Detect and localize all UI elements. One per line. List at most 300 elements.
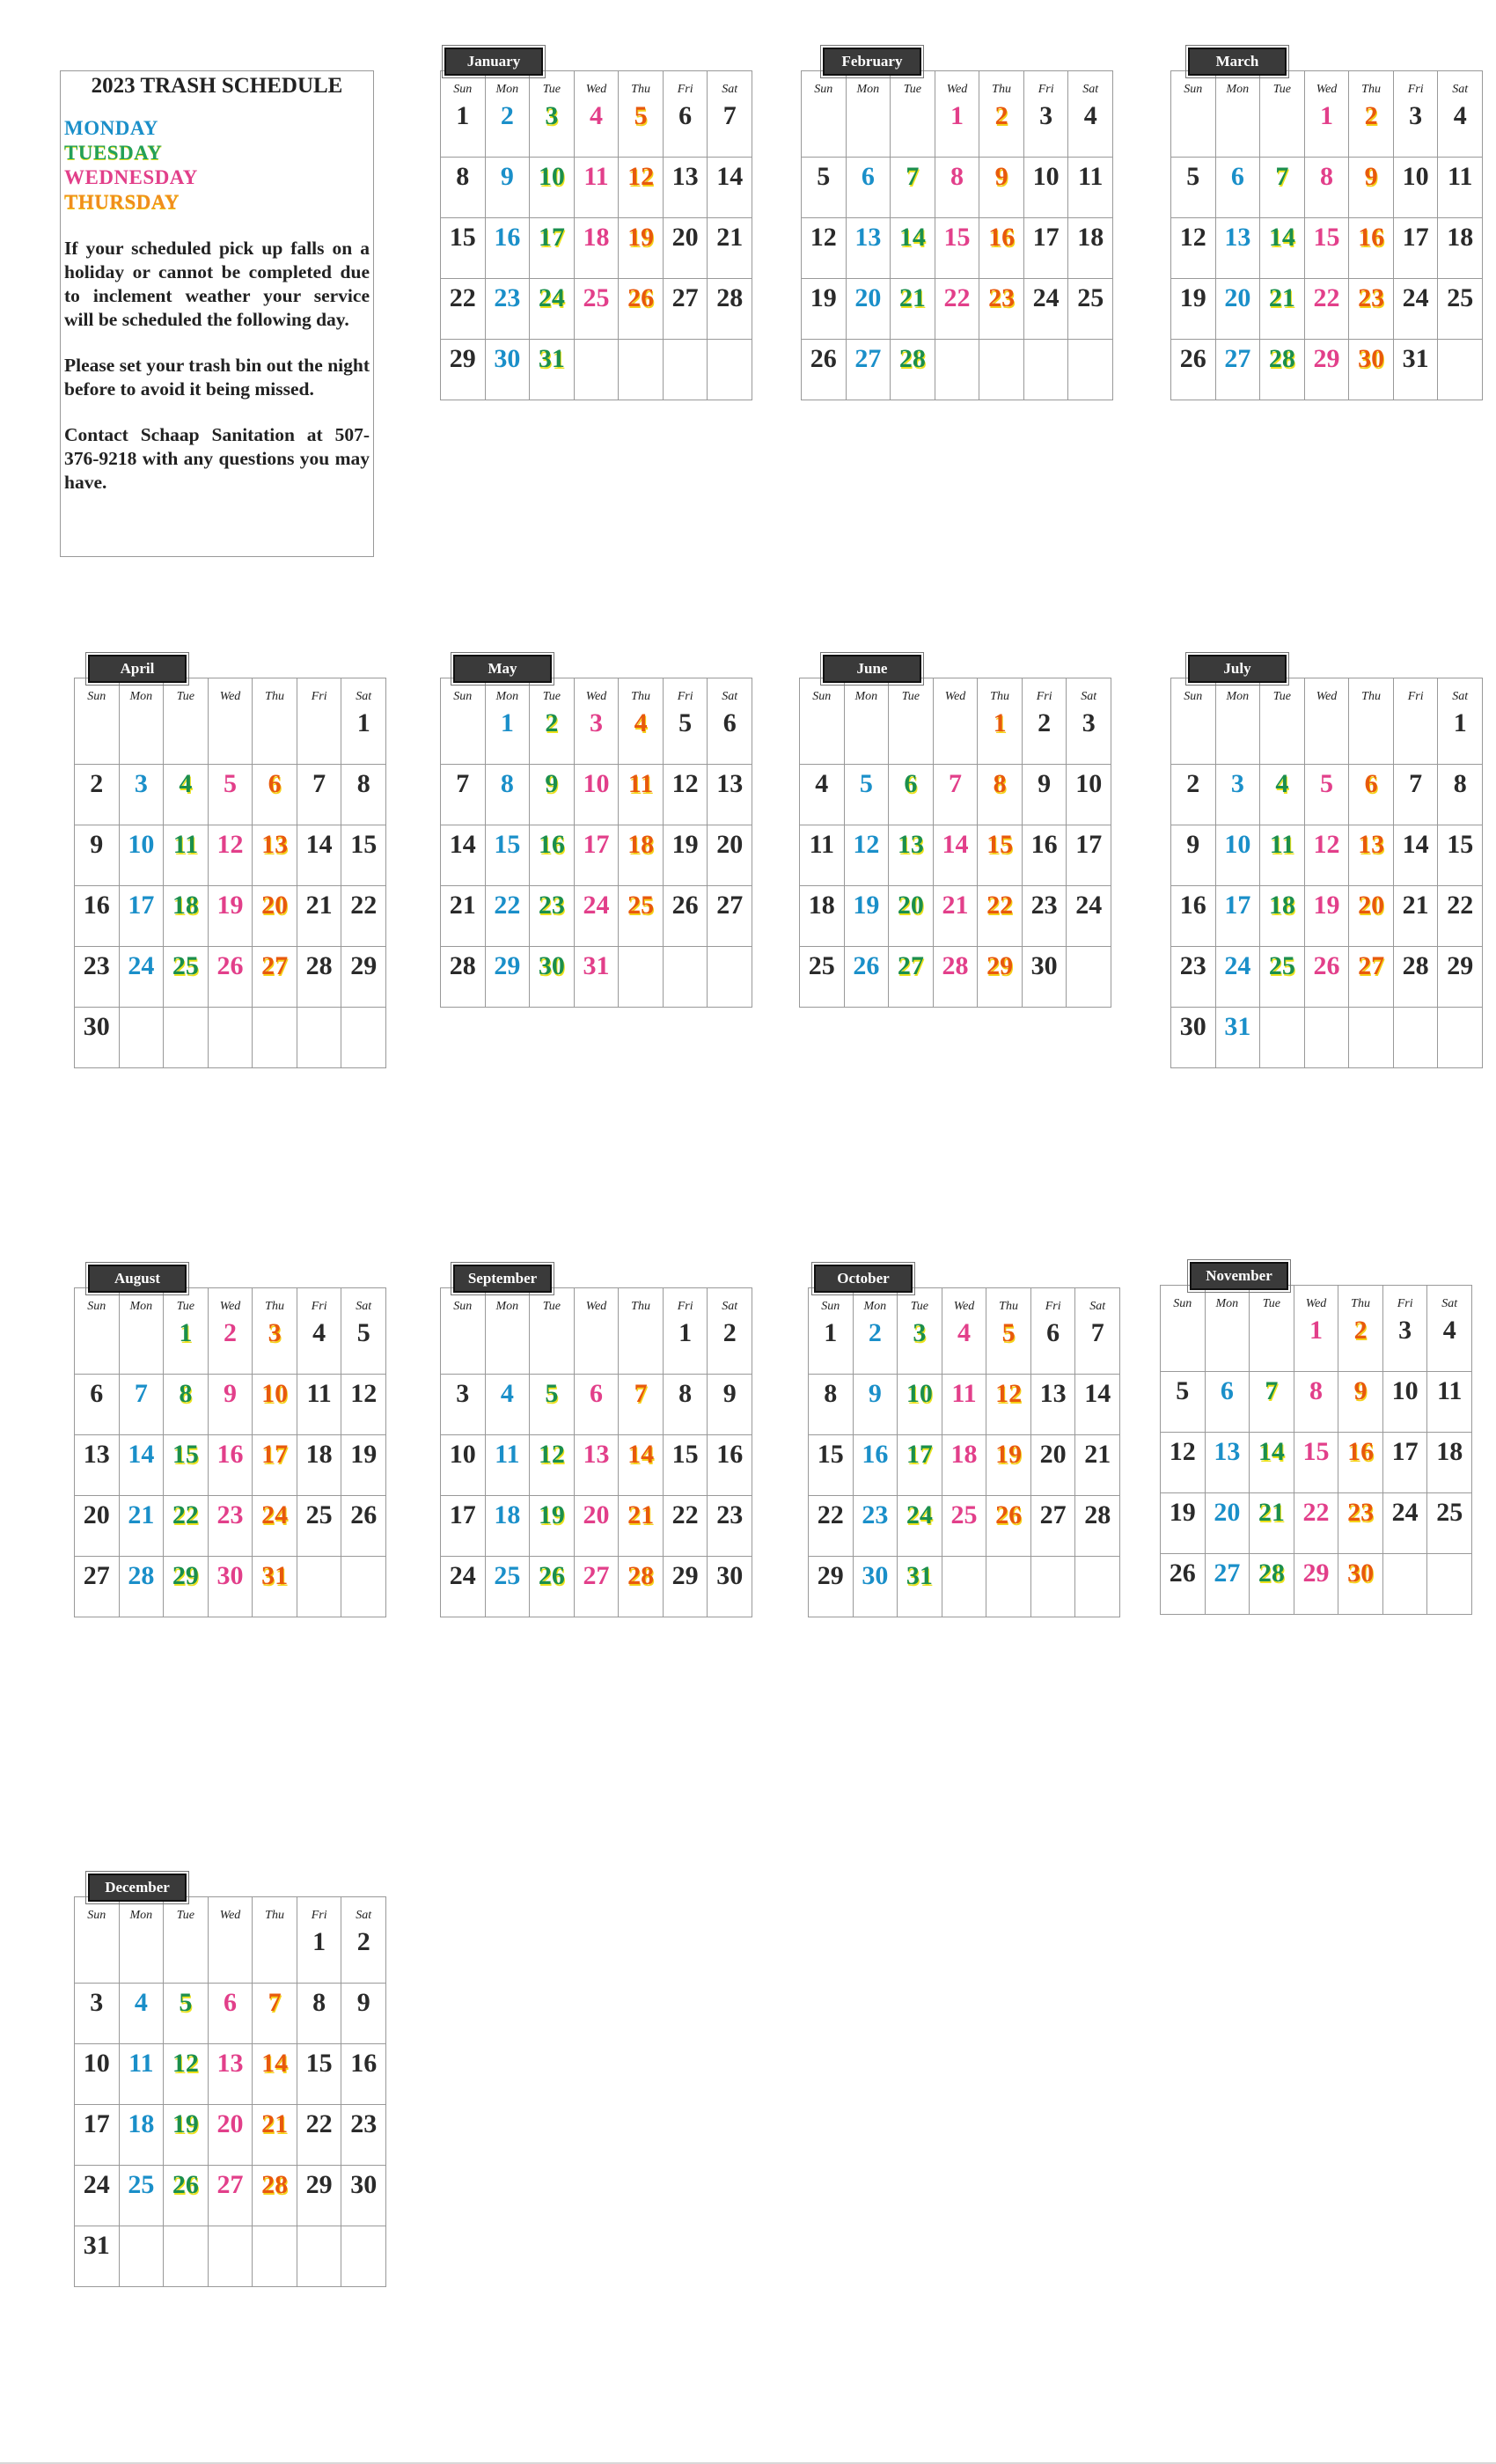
day-cell: 14: [1260, 218, 1305, 279]
empty-cell: [1394, 1008, 1439, 1068]
day-cell: 11: [942, 1375, 987, 1435]
weekday-header: Fri: [297, 1897, 342, 1923]
empty-cell: [1438, 340, 1483, 400]
day-cell: 28: [619, 1557, 664, 1617]
day-cell: 26: [845, 947, 890, 1008]
day-cell: 17: [1024, 218, 1069, 279]
day-cell: 5: [802, 158, 847, 218]
weekday-header: Sun: [802, 71, 847, 97]
month-grid: [801, 70, 1113, 400]
day-cell: 27: [1031, 1496, 1076, 1557]
empty-cell: [297, 2226, 342, 2287]
day-cell: 16: [530, 825, 575, 886]
weekday-header: Mon: [486, 678, 531, 704]
day-cell: 11: [164, 825, 209, 886]
empty-cell: [120, 1314, 165, 1375]
day-cell: 23: [854, 1496, 898, 1557]
day-cell: 11: [575, 158, 620, 218]
day-cell: 20: [75, 1496, 120, 1557]
month-august: [74, 1270, 386, 1617]
day-cell: 24: [1394, 279, 1439, 340]
day-cell: 14: [708, 158, 752, 218]
day-cell: 17: [1216, 886, 1261, 947]
day-cell: 10: [75, 2044, 120, 2105]
empty-cell: [120, 1008, 165, 1068]
weekday-header: Fri: [1383, 1286, 1428, 1311]
empty-cell: [1427, 1554, 1472, 1615]
page-title: 2023 TRASH SCHEDULE: [91, 74, 343, 98]
month-grid: [440, 70, 752, 400]
day-cell: 21: [253, 2105, 297, 2166]
day-cell: 23: [1338, 1493, 1383, 1554]
day-cell: 15: [935, 218, 980, 279]
day-cell: 19: [1161, 1493, 1206, 1554]
month-grid: [1170, 678, 1483, 1068]
day-cell: 30: [209, 1557, 253, 1617]
weekday-header: Wed: [934, 678, 979, 704]
weekday-header: Sat: [708, 678, 752, 704]
day-cell: 11: [619, 765, 664, 825]
day-cell: 13: [847, 218, 891, 279]
weekday-header: Thu: [619, 1288, 664, 1314]
day-cell: 28: [1250, 1554, 1294, 1615]
day-cell: 26: [209, 947, 253, 1008]
weekday-header: Sat: [1067, 678, 1111, 704]
day-cell: 26: [1161, 1554, 1206, 1615]
day-cell: 8: [935, 158, 980, 218]
day-cell: 15: [341, 825, 386, 886]
empty-cell: [664, 947, 708, 1008]
day-cell: 10: [898, 1375, 942, 1435]
month-october: [808, 1270, 1120, 1617]
day-cell: 1: [809, 1314, 854, 1375]
empty-cell: [120, 2226, 165, 2287]
day-cell: 10: [1383, 1372, 1428, 1433]
day-cell: 27: [1206, 1554, 1250, 1615]
day-cell: 9: [75, 825, 120, 886]
day-cell: 24: [75, 2166, 120, 2226]
weekday-header: Thu: [1349, 678, 1394, 704]
weekday-header: Fri: [664, 1288, 708, 1314]
empty-cell: [664, 340, 708, 400]
day-cell: 13: [209, 2044, 253, 2105]
day-cell: 28: [1260, 340, 1305, 400]
weekday-header: Fri: [1394, 678, 1439, 704]
empty-cell: [619, 947, 664, 1008]
empty-cell: [1260, 704, 1305, 765]
weekday-header: Wed: [942, 1288, 987, 1314]
day-cell: 28: [297, 947, 342, 1008]
day-cell: 9: [708, 1375, 752, 1435]
day-cell: 12: [845, 825, 890, 886]
day-cell: 4: [1068, 97, 1113, 158]
day-cell: 25: [120, 2166, 165, 2226]
day-cell: 25: [619, 886, 664, 947]
day-cell: 21: [934, 886, 979, 947]
month-grid: [74, 678, 386, 1068]
day-cell: 28: [441, 947, 486, 1008]
day-cell: 19: [530, 1496, 575, 1557]
day-cell: 28: [934, 947, 979, 1008]
day-cell: 18: [1438, 218, 1483, 279]
day-cell: 20: [1031, 1435, 1076, 1496]
day-cell: 30: [708, 1557, 752, 1617]
weekday-header: Fri: [297, 678, 342, 704]
empty-cell: [575, 1314, 620, 1375]
day-cell: 1: [664, 1314, 708, 1375]
day-cell: 20: [889, 886, 934, 947]
weekday-header: Sun: [75, 1288, 120, 1314]
day-cell: 3: [120, 765, 165, 825]
month-grid: [74, 1287, 386, 1617]
weekday-header: Sun: [809, 1288, 854, 1314]
day-cell: 6: [575, 1375, 620, 1435]
day-cell: 5: [341, 1314, 386, 1375]
empty-cell: [120, 1923, 165, 1984]
day-cell: 5: [164, 1984, 209, 2044]
weekday-header: Wed: [575, 678, 620, 704]
day-cell: 25: [575, 279, 620, 340]
day-cell: 21: [1260, 279, 1305, 340]
weekday-header: Fri: [1394, 71, 1439, 97]
day-cell: 17: [441, 1496, 486, 1557]
weekday-header: Sun: [441, 678, 486, 704]
day-cell: 28: [1394, 947, 1439, 1008]
bin-notice: Please set your trash bin out the night before to avoid it being missed.: [64, 355, 370, 400]
day-cell: 10: [120, 825, 165, 886]
day-cell: 25: [1260, 947, 1305, 1008]
weekday-header: Tue: [1260, 678, 1305, 704]
weekday-header: Thu: [253, 678, 297, 704]
weekday-header: Thu: [986, 1288, 1031, 1314]
day-cell: 30: [341, 2166, 386, 2226]
day-cell: 14: [891, 218, 935, 279]
month-label: February: [823, 48, 921, 76]
day-cell: 22: [935, 279, 980, 340]
day-cell: 3: [1024, 97, 1069, 158]
weekday-header: Thu: [978, 678, 1023, 704]
day-cell: 23: [1171, 947, 1216, 1008]
empty-cell: [164, 2226, 209, 2287]
weekday-header: Tue: [1260, 71, 1305, 97]
day-cell: 11: [800, 825, 845, 886]
day-cell: 19: [341, 1435, 386, 1496]
day-cell: 14: [441, 825, 486, 886]
day-cell: 29: [1438, 947, 1483, 1008]
month-label: May: [453, 655, 552, 683]
day-cell: 4: [164, 765, 209, 825]
day-cell: 30: [1349, 340, 1394, 400]
month-grid: [1160, 1285, 1472, 1615]
day-cell: 30: [1023, 947, 1067, 1008]
day-cell: 2: [708, 1314, 752, 1375]
month-november: [1160, 1267, 1472, 1615]
day-cell: 21: [441, 886, 486, 947]
weekday-header: Sat: [1068, 71, 1113, 97]
day-cell: 12: [1305, 825, 1350, 886]
empty-cell: [1206, 1311, 1250, 1372]
day-cell: 6: [708, 704, 752, 765]
day-cell: 15: [486, 825, 531, 886]
day-cell: 19: [664, 825, 708, 886]
empty-cell: [297, 1008, 342, 1068]
day-cell: 10: [441, 1435, 486, 1496]
day-cell: 12: [341, 1375, 386, 1435]
day-cell: 27: [889, 947, 934, 1008]
month-april: [74, 660, 386, 1068]
day-cell: 22: [809, 1496, 854, 1557]
day-cell: 1: [978, 704, 1023, 765]
day-cell: 3: [75, 1984, 120, 2044]
day-cell: 2: [1171, 765, 1216, 825]
day-cell: 8: [297, 1984, 342, 2044]
weekday-header: Tue: [891, 71, 935, 97]
empty-cell: [1260, 97, 1305, 158]
day-cell: 4: [575, 97, 620, 158]
month-label: November: [1190, 1262, 1288, 1290]
empty-cell: [1068, 340, 1113, 400]
empty-cell: [986, 1557, 1031, 1617]
day-cell: 18: [1260, 886, 1305, 947]
empty-cell: [486, 1314, 531, 1375]
day-cell: 7: [934, 765, 979, 825]
day-cell: 20: [708, 825, 752, 886]
weekday-header: Mon: [854, 1288, 898, 1314]
day-cell: 9: [341, 1984, 386, 2044]
day-cell: 12: [986, 1375, 1031, 1435]
weekday-header: Tue: [530, 71, 575, 97]
day-cell: 14: [120, 1435, 165, 1496]
day-cell: 14: [1075, 1375, 1120, 1435]
day-cell: 8: [486, 765, 531, 825]
day-cell: 21: [891, 279, 935, 340]
day-cell: 3: [1216, 765, 1261, 825]
weekday-header: Mon: [120, 678, 165, 704]
day-cell: 13: [1031, 1375, 1076, 1435]
empty-cell: [1260, 1008, 1305, 1068]
day-cell: 8: [1305, 158, 1350, 218]
day-cell: 22: [164, 1496, 209, 1557]
day-cell: 2: [1338, 1311, 1383, 1372]
day-cell: 17: [575, 825, 620, 886]
day-cell: 8: [341, 765, 386, 825]
day-cell: 13: [889, 825, 934, 886]
day-cell: 6: [209, 1984, 253, 2044]
day-cell: 7: [253, 1984, 297, 2044]
holiday-notice: If your scheduled pick up falls on a holiday or cannot be completed due to inclement weather your service will be scheduled the following day.: [64, 238, 370, 330]
day-cell: 18: [1427, 1433, 1472, 1493]
month-label: March: [1188, 48, 1287, 76]
month-label: April: [88, 655, 187, 683]
day-cell: 23: [1349, 279, 1394, 340]
weekday-header: Sat: [708, 1288, 752, 1314]
day-cell: 4: [1427, 1311, 1472, 1372]
day-cell: 10: [253, 1375, 297, 1435]
month-september: [440, 1270, 752, 1617]
empty-cell: [1438, 1008, 1483, 1068]
day-cell: 24: [120, 947, 165, 1008]
weekday-header: Sat: [1438, 678, 1483, 704]
day-cell: 4: [1438, 97, 1483, 158]
day-cell: 1: [1305, 97, 1350, 158]
day-cell: 5: [209, 765, 253, 825]
day-cell: 13: [708, 765, 752, 825]
month-march: [1170, 53, 1483, 400]
day-cell: 16: [708, 1435, 752, 1496]
day-cell: 13: [575, 1435, 620, 1496]
day-cell: 26: [664, 886, 708, 947]
day-cell: 6: [664, 97, 708, 158]
empty-cell: [75, 1923, 120, 1984]
day-cell: 18: [486, 1496, 531, 1557]
day-cell: 22: [486, 886, 531, 947]
weekday-header: Thu: [253, 1897, 297, 1923]
day-cell: 10: [1394, 158, 1439, 218]
weekday-header: Mon: [1206, 1286, 1250, 1311]
day-cell: 17: [1383, 1433, 1428, 1493]
empty-cell: [1024, 340, 1069, 400]
weekday-header: Sat: [1427, 1286, 1472, 1311]
empty-cell: [575, 340, 620, 400]
day-cell: 25: [942, 1496, 987, 1557]
day-cell: 26: [1305, 947, 1350, 1008]
day-cell: 24: [1216, 947, 1261, 1008]
day-cell: 25: [1438, 279, 1483, 340]
day-cell: 25: [1427, 1493, 1472, 1554]
empty-cell: [1383, 1554, 1428, 1615]
weekday-header: Wed: [209, 678, 253, 704]
weekday-header: Mon: [486, 1288, 531, 1314]
day-cell: 15: [164, 1435, 209, 1496]
day-cell: 22: [1438, 886, 1483, 947]
day-cell: 12: [619, 158, 664, 218]
empty-cell: [889, 704, 934, 765]
day-cell: 16: [341, 2044, 386, 2105]
day-cell: 9: [1023, 765, 1067, 825]
legend-tuesday: TUESDAY: [64, 142, 163, 164]
day-cell: 28: [120, 1557, 165, 1617]
day-cell: 11: [1068, 158, 1113, 218]
empty-cell: [164, 704, 209, 765]
day-cell: 1: [935, 97, 980, 158]
day-cell: 2: [854, 1314, 898, 1375]
empty-cell: [1031, 1557, 1076, 1617]
day-cell: 23: [209, 1496, 253, 1557]
month-label: July: [1188, 655, 1287, 683]
day-cell: 22: [297, 2105, 342, 2166]
day-cell: 31: [898, 1557, 942, 1617]
weekday-header: Fri: [297, 1288, 342, 1314]
day-cell: 30: [486, 340, 531, 400]
day-cell: 23: [1023, 886, 1067, 947]
weekday-header: Wed: [575, 1288, 620, 1314]
empty-cell: [847, 97, 891, 158]
month-label: September: [453, 1265, 552, 1293]
day-cell: 18: [120, 2105, 165, 2166]
day-cell: 31: [530, 340, 575, 400]
day-cell: 26: [530, 1557, 575, 1617]
day-cell: 8: [1438, 765, 1483, 825]
day-cell: 29: [164, 1557, 209, 1617]
day-cell: 13: [1206, 1433, 1250, 1493]
weekday-header: Tue: [898, 1288, 942, 1314]
empty-cell: [1216, 704, 1261, 765]
day-cell: 9: [530, 765, 575, 825]
empty-cell: [1394, 704, 1439, 765]
day-cell: 31: [75, 2226, 120, 2287]
day-cell: 30: [1171, 1008, 1216, 1068]
day-cell: 16: [1349, 218, 1394, 279]
day-cell: 30: [75, 1008, 120, 1068]
day-cell: 3: [1394, 97, 1439, 158]
empty-cell: [209, 1923, 253, 1984]
day-cell: 11: [1260, 825, 1305, 886]
weekday-header: Fri: [664, 678, 708, 704]
weekday-header: Mon: [120, 1288, 165, 1314]
empty-cell: [1305, 704, 1350, 765]
legend-thursday: THURSDAY: [64, 191, 180, 213]
day-cell: 8: [664, 1375, 708, 1435]
day-cell: 30: [1338, 1554, 1383, 1615]
day-cell: 21: [297, 886, 342, 947]
day-cell: 31: [575, 947, 620, 1008]
day-cell: 21: [120, 1496, 165, 1557]
weekday-header: Sat: [341, 1288, 386, 1314]
day-cell: 8: [978, 765, 1023, 825]
month-label: December: [88, 1874, 187, 1902]
day-cell: 25: [800, 947, 845, 1008]
day-cell: 9: [209, 1375, 253, 1435]
empty-cell: [209, 704, 253, 765]
day-cell: 29: [486, 947, 531, 1008]
day-cell: 1: [297, 1923, 342, 1984]
day-cell: 8: [441, 158, 486, 218]
day-cell: 16: [979, 218, 1024, 279]
month-label: January: [444, 48, 543, 76]
day-cell: 8: [809, 1375, 854, 1435]
empty-cell: [253, 1923, 297, 1984]
day-cell: 9: [486, 158, 531, 218]
weekday-header: Tue: [1250, 1286, 1294, 1311]
day-cell: 5: [986, 1314, 1031, 1375]
day-cell: 19: [845, 886, 890, 947]
day-cell: 9: [1338, 1372, 1383, 1433]
day-cell: 11: [297, 1375, 342, 1435]
day-cell: 26: [802, 340, 847, 400]
day-cell: 16: [1023, 825, 1067, 886]
day-cell: 23: [979, 279, 1024, 340]
empty-cell: [708, 340, 752, 400]
day-cell: 18: [297, 1435, 342, 1496]
day-cell: 17: [75, 2105, 120, 2166]
day-cell: 14: [297, 825, 342, 886]
day-cell: 18: [619, 825, 664, 886]
month-december: [74, 1879, 386, 2287]
empty-cell: [708, 947, 752, 1008]
weekday-header: Fri: [1023, 678, 1067, 704]
day-cell: 27: [664, 279, 708, 340]
empty-cell: [1161, 1311, 1206, 1372]
day-cell: 4: [800, 765, 845, 825]
day-cell: 26: [619, 279, 664, 340]
empty-cell: [802, 97, 847, 158]
day-cell: 2: [75, 765, 120, 825]
month-label: June: [823, 655, 921, 683]
day-cell: 5: [1305, 765, 1350, 825]
empty-cell: [1216, 97, 1261, 158]
day-cell: 27: [209, 2166, 253, 2226]
day-cell: 2: [486, 97, 531, 158]
